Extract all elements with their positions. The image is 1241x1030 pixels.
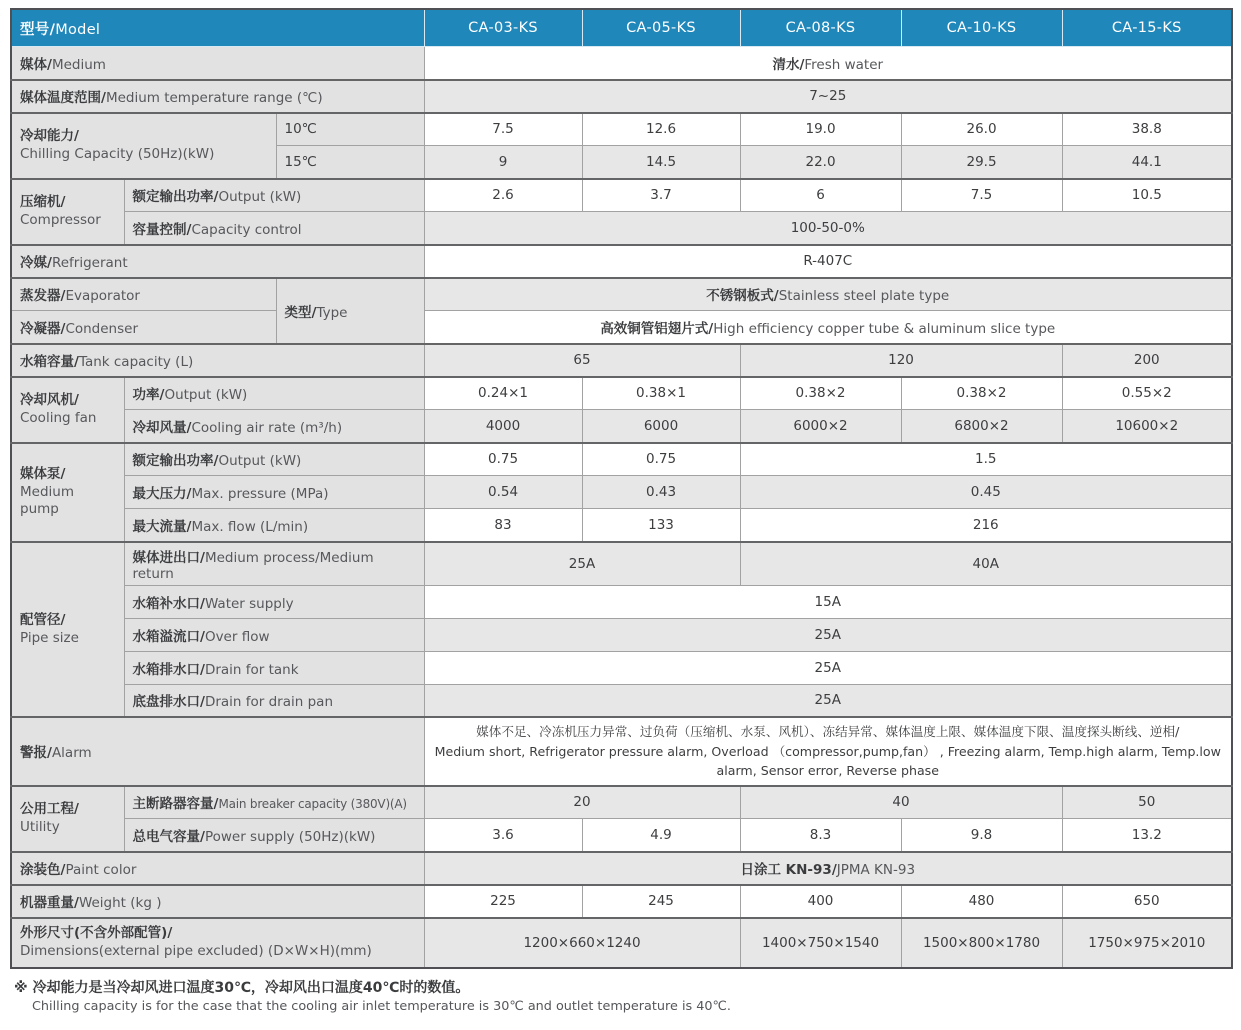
label-en: Drain for drain pan	[204, 694, 333, 711]
group-label-utility	[11, 786, 124, 852]
row-tank-capacity	[11, 344, 1232, 377]
label-en: Pipe size	[20, 629, 79, 646]
label-zh: 额定输出功率/	[132, 453, 219, 470]
value-cell: 8.3	[740, 819, 901, 852]
group-label-chilling-capacity	[11, 113, 276, 179]
value-cell: 15A	[424, 585, 1232, 618]
value-cell: 0.45	[740, 476, 1232, 509]
value-cell: 40A	[740, 542, 1232, 586]
value-cell: 4000	[424, 410, 582, 443]
group-label-cooling-fan	[11, 377, 124, 443]
value-zh: 清水/	[772, 56, 805, 73]
value-zh: 日涂工 KN-93/	[740, 862, 837, 879]
value-cell-capacity-control: 100-50-0%	[424, 212, 1232, 245]
value-cell: 225	[424, 885, 582, 918]
label-en: Output (kW)	[164, 387, 248, 404]
label-en: Chilling Capacity (50Hz)(kW)	[20, 145, 215, 162]
label-en: Refrigerant	[51, 255, 128, 271]
value-cell: 19.0	[740, 113, 901, 146]
value-zh: 不锈钢板式/	[706, 288, 779, 305]
value-cell: 6000×2	[740, 410, 901, 443]
value-cell: 26.0	[901, 113, 1062, 146]
value-cell: 10.5	[1062, 179, 1232, 212]
value-cell: 9.8	[901, 819, 1062, 852]
row-weight	[11, 885, 1232, 918]
label-zh: 配管径/	[20, 612, 66, 629]
label-zh: 类型/	[284, 304, 317, 321]
sub-label-power-supply	[124, 819, 424, 852]
label-zh: 功率/	[132, 387, 165, 404]
sub-label-over-flow	[124, 618, 424, 651]
row-compressor-output	[11, 179, 1232, 212]
value-cell: 1400×750×1540	[740, 918, 901, 968]
label-en: Medium temperature range (℃)	[105, 90, 323, 106]
label-zh: 总电气容量/	[132, 828, 205, 845]
header-model-ca-08-ks: CA-08-KS	[740, 9, 901, 47]
value-cell: 0.38×2	[901, 377, 1062, 410]
value-cell: 44.1	[1062, 146, 1232, 179]
label-cell-weight	[11, 885, 424, 918]
row-fan-air-rate	[11, 410, 1232, 443]
label-zh: 容量控制/	[132, 221, 192, 238]
sub-label-water-supply	[124, 585, 424, 618]
sub-label-fan-output	[124, 377, 424, 410]
row-evaporator	[11, 278, 1232, 311]
value-zh: 高效铜管铝翅片式/	[600, 320, 714, 337]
label-en: Evaporator	[65, 288, 140, 305]
value-cell-medium	[424, 47, 1232, 80]
row-pipe-supply	[11, 585, 1232, 618]
value-cell: 2.6	[424, 179, 582, 212]
header-row	[11, 9, 1232, 47]
row-paint-color	[11, 852, 1232, 885]
label-zh: 底盘排水口/	[132, 694, 205, 711]
group-label-compressor	[11, 179, 124, 245]
value-cell: 6000	[582, 410, 740, 443]
footnote-en: Chilling capacity is for the case that the cooling air inlet temperature is 30℃ and outlet temperature is 40℃.	[32, 998, 731, 1014]
value-cell: 133	[582, 509, 740, 542]
sub-label-pump-output	[124, 443, 424, 476]
row-condenser	[11, 311, 1232, 344]
value-cell: 25A	[424, 684, 1232, 717]
value-cell: 12.6	[582, 113, 740, 146]
sub-label-10c: 10℃	[276, 113, 424, 146]
row-capacity-control	[11, 212, 1232, 245]
value-cell: 6	[740, 179, 901, 212]
sub-label-max-pressure	[124, 476, 424, 509]
value-cell: 83	[424, 509, 582, 542]
value-cell: 50	[1062, 786, 1232, 819]
sub-label-15c: 15℃	[276, 146, 424, 179]
label-cell-dimensions	[11, 918, 424, 968]
sub-label-drain-for-drain-pan	[124, 684, 424, 717]
value-cell: 4.9	[582, 819, 740, 852]
label-zh: 压缩机/	[20, 194, 66, 211]
label-cell-type	[276, 278, 424, 344]
value-cell: 38.8	[1062, 113, 1232, 146]
label-zh: 水箱排水口/	[132, 661, 205, 678]
label-zh: 冷媒/	[20, 255, 52, 271]
label-cell-paint-color	[11, 852, 424, 885]
label-en: Medium pump	[20, 483, 74, 517]
label-cell-evaporator	[11, 278, 276, 311]
label-zh: 主断路器容量/	[132, 796, 219, 813]
label-zh: 水箱溢流口/	[132, 628, 205, 645]
label-zh: 警报/	[20, 745, 52, 762]
value-cell: 120	[740, 344, 1062, 377]
value-en: Fresh water	[804, 56, 884, 73]
value-cell: 13.2	[1062, 819, 1232, 852]
value-cell: 25A	[424, 651, 1232, 684]
label-en: Tank capacity (L)	[78, 354, 194, 370]
footnote	[14, 978, 1231, 1017]
label-en: Type	[316, 304, 348, 321]
label-en: Weight (kg )	[78, 895, 162, 912]
value-cell: 6800×2	[901, 410, 1062, 443]
label-en: Condenser	[65, 320, 138, 337]
label-zh: 最大流量/	[132, 518, 192, 535]
row-alarm	[11, 717, 1232, 786]
row-temp-range	[11, 80, 1232, 113]
value-cell: 216	[740, 509, 1232, 542]
sub-label-compressor-output	[124, 179, 424, 212]
sub-label-main-breaker	[124, 786, 424, 819]
label-en: Paint color	[65, 862, 137, 879]
label-cell-temp-range	[11, 80, 424, 113]
group-label-medium-pump	[11, 443, 124, 542]
label-en: Over flow	[204, 628, 270, 645]
value-en: Stainless steel plate type	[778, 288, 950, 305]
header-model-ca-05-ks: CA-05-KS	[582, 9, 740, 47]
value-cell-refrigerant: R-407C	[424, 245, 1232, 278]
value-cell: 0.54	[424, 476, 582, 509]
sub-label-medium-process	[124, 542, 424, 586]
value-cell: 1.5	[740, 443, 1232, 476]
group-label-pipe-size	[11, 542, 124, 718]
value-cell: 0.75	[582, 443, 740, 476]
label-zh: 冷凝器/	[20, 320, 66, 337]
value-cell: 0.38×2	[740, 377, 901, 410]
value-cell: 1200×660×1240	[424, 918, 740, 968]
value-cell-evaporator	[424, 278, 1232, 311]
value-cell: 1500×800×1780	[901, 918, 1062, 968]
row-pump-output	[11, 443, 1232, 476]
label-zh: 水箱补水口/	[132, 595, 205, 612]
label-en: Capacity control	[191, 221, 302, 238]
label-en: Alarm	[51, 745, 92, 762]
row-dimensions	[11, 918, 1232, 968]
label-cell-medium	[11, 47, 424, 80]
value-cell-paint-color	[424, 852, 1232, 885]
row-pipe-overflow	[11, 618, 1232, 651]
value-cell-temp-range: 7~25	[424, 80, 1232, 113]
value-cell-alarm	[424, 717, 1232, 786]
label-zh: 媒体泵/	[20, 466, 66, 483]
label-en: Max. flow (L/min)	[191, 518, 309, 535]
label-en: Main breaker capacity (380V)(A)	[218, 797, 407, 812]
header-model-ca-15-ks: CA-15-KS	[1062, 9, 1232, 47]
label-zh: 媒体进出口/	[132, 549, 205, 566]
row-pipe-process	[11, 542, 1232, 586]
header-model-ca-03-ks: CA-03-KS	[424, 9, 582, 47]
value-en: High efficiency copper tube & aluminum slice type	[713, 320, 1056, 337]
value-cell: 7.5	[424, 113, 582, 146]
value-cell: 7.5	[901, 179, 1062, 212]
label-zh: 媒体温度范围/	[20, 90, 106, 106]
value-cell: 3.7	[582, 179, 740, 212]
label-zh: 冷却能力/	[20, 128, 79, 145]
value-cell: 0.24×1	[424, 377, 582, 410]
value-cell: 10600×2	[1062, 410, 1232, 443]
sub-label-capacity-control	[124, 212, 424, 245]
label-zh: 涂装色/	[20, 862, 66, 879]
label-en: Power supply (50Hz)(kW)	[204, 828, 376, 845]
label-zh: 媒体/	[20, 56, 52, 73]
value-cell: 9	[424, 146, 582, 179]
value-cell: 1750×975×2010	[1062, 918, 1232, 968]
value-cell: 0.43	[582, 476, 740, 509]
row-utility-power	[11, 819, 1232, 852]
row-utility-breaker	[11, 786, 1232, 819]
value-cell: 40	[740, 786, 1062, 819]
label-en: Drain for tank	[204, 661, 299, 678]
value-cell: 400	[740, 885, 901, 918]
label-zh: 外形尺寸(不含外部配管)/	[20, 925, 173, 941]
label-en: Utility	[20, 818, 60, 835]
alarm-text-en: Medium short, Refrigerator pressure alarm, Overload （compressor,pump,fan） , Freezing alarm, Temp.high alarm, Temp.low alarm, Sensor error, Reverse phase	[434, 743, 1221, 779]
value-cell: 25A	[424, 542, 740, 586]
label-zh: 蒸发器/	[20, 288, 66, 305]
label-zh: 额定输出功率/	[132, 189, 219, 206]
row-pump-flow	[11, 509, 1232, 542]
value-cell: 65	[424, 344, 740, 377]
label-zh: 冷却风机/	[20, 392, 79, 409]
value-cell: 25A	[424, 618, 1232, 651]
value-en: JPMA KN-93	[836, 862, 916, 879]
label-zh: 机器重量/	[20, 895, 79, 912]
alarm-text-zh: 媒体不足、冷冻机压力异常、过负荷（压缩机、水泵、风机）、冻结异常、媒体温度上限、媒体温度下限、温度探头断线、逆相/	[476, 724, 1180, 739]
row-pump-pressure	[11, 476, 1232, 509]
label-zh: 公用工程/	[20, 801, 79, 818]
value-cell: 200	[1062, 344, 1232, 377]
label-zh: 冷却风量/	[132, 419, 192, 436]
label-cell-alarm	[11, 717, 424, 786]
value-cell-condenser	[424, 311, 1232, 344]
label-zh: 型号/	[20, 21, 56, 38]
label-en: Output (kW)	[218, 189, 302, 206]
label-en: Model	[55, 21, 101, 38]
header-model-ca-10-ks: CA-10-KS	[901, 9, 1062, 47]
label-en: Dimensions(external pipe excluded) (D×W×H)(mm)	[20, 942, 372, 959]
label-zh: 水箱容量/	[20, 354, 79, 370]
label-en: Water supply	[204, 595, 294, 612]
label-en: Output (kW)	[218, 453, 302, 470]
label-cell-condenser	[11, 311, 276, 344]
label-zh: 最大压力/	[132, 486, 192, 502]
row-pipe-drain-pan	[11, 684, 1232, 717]
row-medium	[11, 47, 1232, 80]
label-en: Cooling fan	[20, 409, 97, 426]
sub-label-drain-for-tank	[124, 651, 424, 684]
value-cell: 3.6	[424, 819, 582, 852]
sub-label-max-flow	[124, 509, 424, 542]
chiller-spec-table	[10, 8, 1233, 969]
value-cell: 480	[901, 885, 1062, 918]
label-en: Max. pressure (MPa)	[191, 486, 329, 502]
row-fan-output	[11, 377, 1232, 410]
header-model-label	[11, 9, 424, 47]
label-en: Medium	[51, 56, 106, 73]
value-cell: 650	[1062, 885, 1232, 918]
value-cell: 29.5	[901, 146, 1062, 179]
value-cell: 14.5	[582, 146, 740, 179]
value-cell: 0.38×1	[582, 377, 740, 410]
value-cell: 245	[582, 885, 740, 918]
label-en: Medium process/Medium return	[132, 549, 374, 582]
row-refrigerant	[11, 245, 1232, 278]
label-cell-refrigerant	[11, 245, 424, 278]
label-cell-tank-capacity	[11, 344, 424, 377]
value-cell: 0.55×2	[1062, 377, 1232, 410]
label-en: Compressor	[20, 211, 101, 228]
row-chilling-10	[11, 113, 1232, 146]
row-pipe-drain-tank	[11, 651, 1232, 684]
label-en: Cooling air rate (m³/h)	[191, 419, 343, 436]
sub-label-air-rate	[124, 410, 424, 443]
value-cell: 22.0	[740, 146, 901, 179]
footnote-zh: ※ 冷却能力是当冷却风进口温度30℃，冷却风出口温度40℃时的数值。	[14, 979, 470, 996]
value-cell: 0.75	[424, 443, 582, 476]
value-cell: 20	[424, 786, 740, 819]
